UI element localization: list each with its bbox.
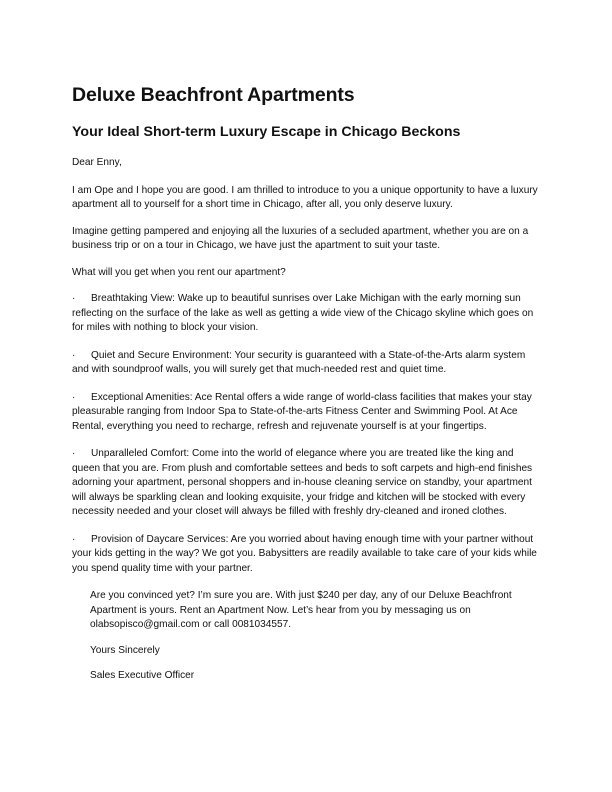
- list-item: [72, 349, 542, 378]
- list-item-text: Quiet and Secure Environment: Your security is guaranteed with a State-of-the-Arts alarm system and with soundproof walls, you will surely get that much-needed rest and quiet time.: [72, 349, 526, 375]
- bullet-mark: ·: [72, 448, 76, 459]
- feature-list: [72, 292, 542, 576]
- closing-paragraph: Are you convinced yet? I’m sure you are. With just $240 per day, any of our Deluxe Beachfront Apartment is yours. Rent an Apartment Now. Let’s hear from you by messaging us on olabsopisco@gmail.com or call 0081034557.: [90, 590, 512, 630]
- list-item: [72, 292, 542, 336]
- question-paragraph: What will you get when you rent our apartment?: [72, 266, 286, 278]
- bullet-mark: ·: [72, 391, 76, 403]
- signoff: Yours Sincerely: [90, 644, 160, 656]
- bullet-mark: ·: [72, 293, 76, 304]
- list-item: [72, 447, 542, 520]
- greeting: Dear Enny,: [72, 157, 122, 168]
- page-title: Deluxe Beachfront Apartments: [72, 84, 355, 106]
- list-item: [72, 391, 542, 435]
- intro-paragraph: I am Ope and I hope you are good. I am thrilled to introduce to you a unique opportunity to have a luxury apartment all to yourself for a short time in Chicago, after all, you only deserve luxury.: [72, 184, 538, 210]
- letter-page: [72, 83, 542, 684]
- list-item-text: Breathtaking View: Wake up to beautiful sunrises over Lake Michigan with the early morning sun reflecting on the surface of the lake as well as getting a wide view of the Chicago skyline which goes on for miles with nothing to block your vision.: [72, 293, 534, 333]
- list-item-text: Unparalleled Comfort: Come into the world of elegance where you are treated like the king and queen that you are. From plush and comfortable settees and beds to soft carpets and high-end finishes adorning your apartment, personal shoppers and in-house cleaning service on standby, your apartment will always be sparkling clean and looking exquisite, your fridge and kitchen will be stocked with every necessity needed and your closet will always be filled with freshly dry-cleaned and ironed clothes.: [72, 448, 533, 517]
- bullet-mark: ·: [72, 349, 76, 361]
- imagine-paragraph: Imagine getting pampered and enjoying all the luxuries of a secluded apartment, whether you are on a business trip or on a tour in Chicago, we have just the apartment to suit your taste.: [72, 225, 529, 251]
- page-subtitle: Your Ideal Short-term Luxury Escape in Chicago Beckons: [72, 124, 461, 140]
- bullet-mark: ·: [72, 533, 76, 545]
- list-item: [72, 533, 542, 577]
- list-item-text: Exceptional Amenities: Ace Rental offers a wide range of world-class facilities that makes your stay pleasurable ranging from Indoor Spa to State-of-the-arts Fitness Center and Swimming Pool. At Ace Rental, everything you need to recharge, refresh and rejuvenate yourself is at your fingertips.: [72, 391, 532, 432]
- signature: Sales Executive Officer: [90, 670, 195, 681]
- list-item-text: Provision of Daycare Services: Are you worried about having enough time with your partner without your kids getting in the way? We got you. Babysitters are readily available to take care of your kids while you spend quality time with your partner.: [72, 533, 537, 574]
